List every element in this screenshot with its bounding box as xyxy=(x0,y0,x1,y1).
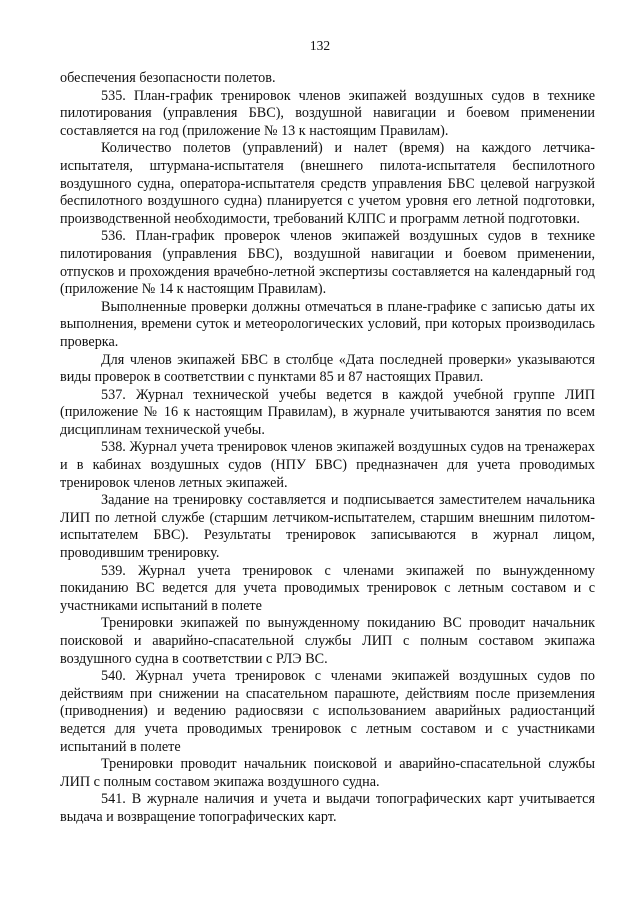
paragraph-bvs-crews: Для членов экипажей БВС в столбце «Дата последней проверки» указываются виды проверок в соответствии с пунктами 85 и 87 настоящих Правил. xyxy=(60,351,595,386)
paragraph-540: 540. Журнал учета тренировок с членами экипажей воздушных судов по действиям при снижении на спасательном парашюте, действиям после приземления (приводнения) и ведению радиосвязи с использованием аварийных радиостанций ведется для учета проводимых тренировок с летным составом и с участниками испытаний в полете xyxy=(60,668,595,755)
paragraph-flight-count: Количество полетов (управлений) и налет (время) на каждого летчика-испытателя, штурмана-испытателя (внешнего пилота-испытателя беспилотного воздушного судна, оператора-испытателя средств управления БВС целевой нагрузкой беспилотного воздушного судна) планируется с учетом уровня его летной подготовки, производственной необходимости, требований КЛПС и программ летной подготовки. xyxy=(60,140,595,227)
paragraph-539: 539. Журнал учета тренировок с членами экипажей по вынужденному покиданию ВС ведется для учета проводимых тренировок с летным составом и с участниками испытаний в полете xyxy=(60,562,595,614)
paragraph-537: 537. Журнал технической учебы ведется в каждой учебной группе ЛИП (приложение № 16 к настоящим Правилам), в журнале учитываются занятия по всем дисциплинам технической учебы. xyxy=(60,386,595,438)
page-number: 132 xyxy=(309,38,331,53)
paragraph-rescue-training: Тренировки проводит начальник поисковой и аварийно-спасательной службы ЛИП с полным составом экипажа воздушного судна. xyxy=(60,756,595,790)
paragraph-535: 535. План-график тренировок членов экипажей воздушных судов в технике пилотирования (управления БВС), воздушной навигации и боевом применении составляется на год (приложение № 13 к настоящим Правилам). xyxy=(60,87,595,139)
paragraph-escape-training: Тренировки экипажей по вынужденному покиданию ВС проводит начальник поисковой и аварийно-спасательной службы ЛИП с полным составом экипажа воздушного судна в соответствии с РЛЭ ВС. xyxy=(60,615,595,667)
paragraph-continuation: обеспечения безопасности полетов. xyxy=(60,70,276,86)
paragraph-completed-checks: Выполненные проверки должны отмечаться в плане-графике с записью даты их выполнения, времени суток и метеорологических условий, при которых производилась проверка. xyxy=(60,298,595,350)
paragraph-536: 536. План-график проверок членов экипажей воздушных судов в технике пилотирования (управления БВС), воздушной навигации и боевом применении, отпусков и прохождения врачебно-летной экспертизы составляется на календарный год (приложение № 14 к настоящим Правилам). xyxy=(60,228,595,298)
paragraph-538: 538. Журнал учета тренировок членов экипажей воздушных судов на тренажерах и в кабинах воздушных судов (НПУ БВС) предназначен для учета проводимых тренировок членов летных экипажей. xyxy=(60,439,595,491)
paragraph-541: 541. В журнале наличия и учета и выдачи топографических карт учитывается выдача и возвращение топографических карт. xyxy=(60,791,595,825)
paragraph-training-task: Задание на тренировку составляется и подписывается заместителем начальника ЛИП по летной службе (старшим летчиком-испытателем, старшим внешним пилотом-испытателем БВС). Результаты тренировок записываются в журнал лицом, проводившим тренировку. xyxy=(60,492,595,562)
document-body xyxy=(60,70,595,827)
